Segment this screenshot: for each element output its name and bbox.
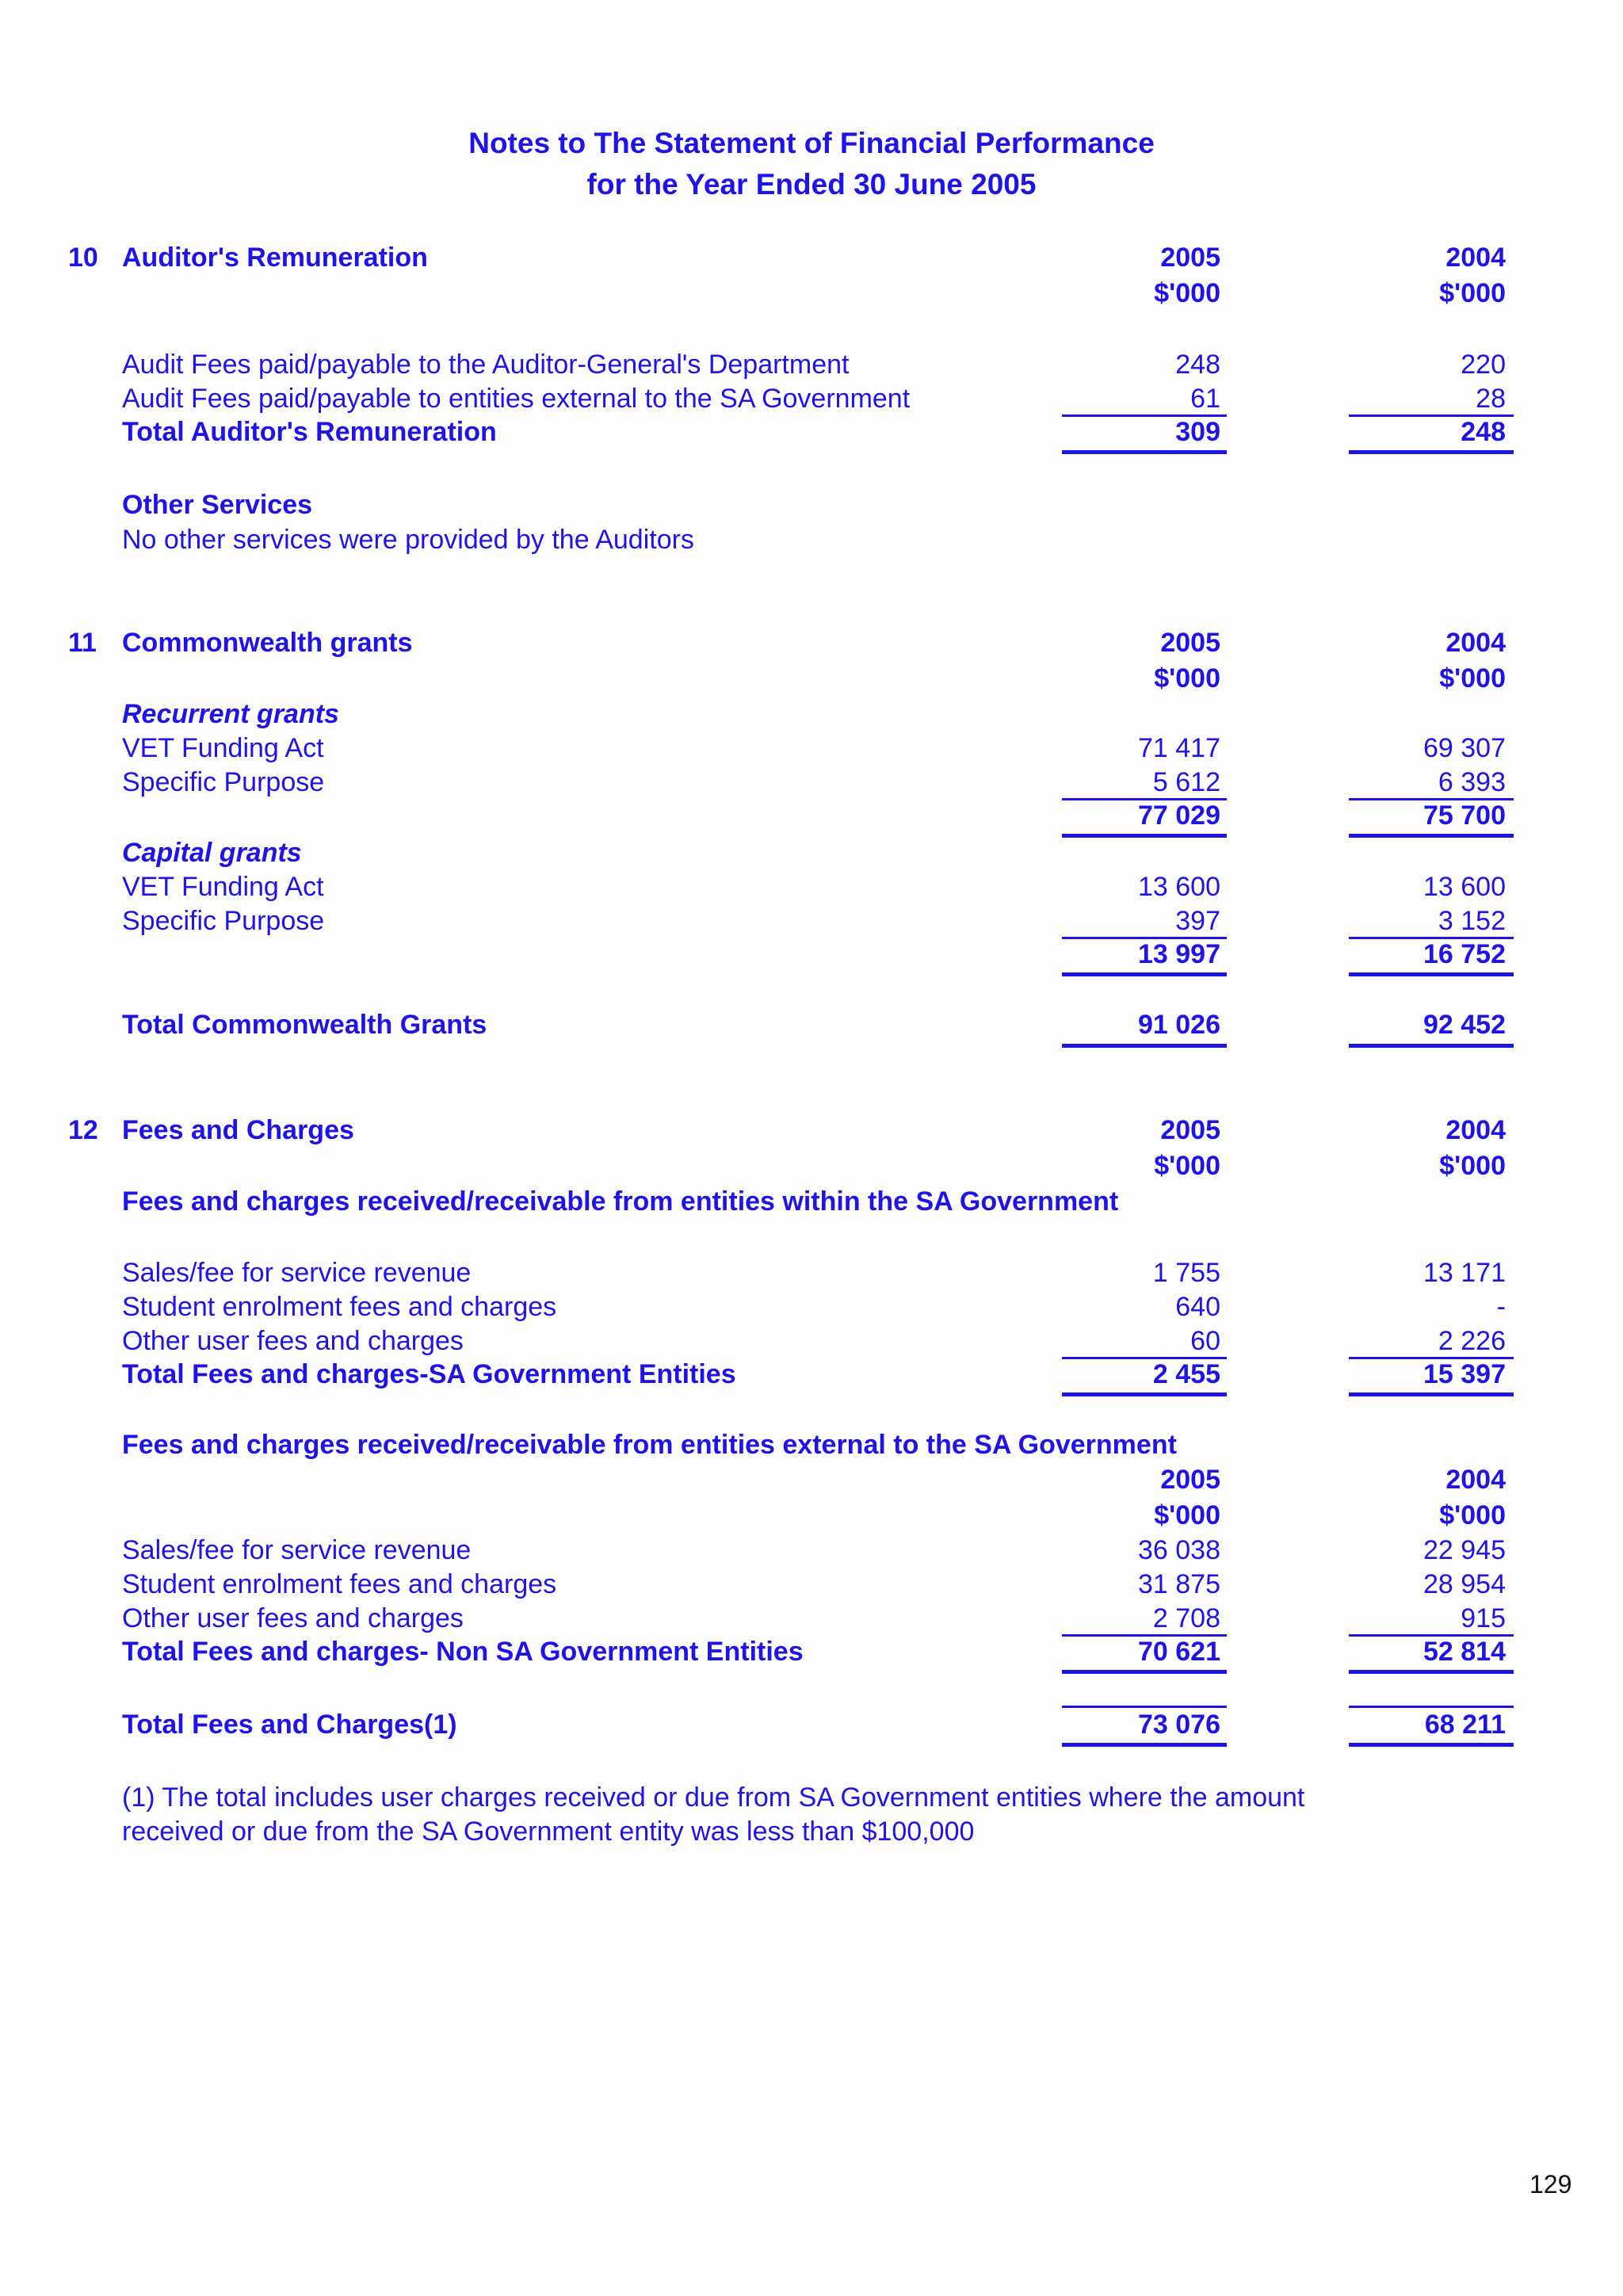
- row-value-2004: 915: [1461, 1603, 1506, 1633]
- row-label: Student enrolment fees and charges: [122, 1569, 557, 1599]
- row-value-2004: 28: [1476, 384, 1506, 414]
- rule: [1062, 1706, 1227, 1708]
- row-value-2004: 69 307: [1423, 733, 1506, 763]
- footnote-line-2: received or due from the SA Government entity was less than $100,000: [122, 1817, 975, 1847]
- total-rule: [1062, 1044, 1227, 1048]
- subtotal-rule: [1062, 834, 1227, 838]
- total-rule: [1349, 1670, 1514, 1674]
- row-value-2005: 31 875: [1138, 1569, 1220, 1599]
- footnote-line-1: (1) The total includes user charges received or due from SA Government entities where the amount: [122, 1782, 1305, 1813]
- within-sa-heading: Fees and charges received/receivable from entities within the SA Government: [122, 1186, 1119, 1217]
- total-value-2005: 2 455: [1152, 1359, 1220, 1389]
- row-value-2004: 13 600: [1423, 872, 1506, 902]
- subtotal-rule: [1062, 972, 1227, 976]
- col-unit-2004: $'000: [1439, 1500, 1506, 1530]
- total-value-2004: 248: [1461, 417, 1506, 447]
- subtotal-rule: [1349, 972, 1514, 976]
- col-header-2004: 2004: [1445, 243, 1506, 273]
- note-12-heading: Fees and Charges: [122, 1115, 354, 1145]
- total-rule: [1349, 1044, 1514, 1048]
- note-11-heading: Commonwealth grants: [122, 628, 413, 658]
- grand-total-value-2004: 68 211: [1424, 1710, 1506, 1740]
- grand-total-rule: [1349, 1743, 1514, 1747]
- col-header-2004: 2004: [1445, 628, 1506, 658]
- external-sa-heading: Fees and charges received/receivable from entities external to the SA Government: [122, 1430, 1177, 1460]
- col-header-2005: 2005: [1160, 1115, 1220, 1145]
- row-value-2004: 28 954: [1423, 1569, 1506, 1599]
- total-value-2004: 15 397: [1423, 1359, 1506, 1389]
- row-value-2005: 61: [1190, 384, 1220, 414]
- col-unit-2005: $'000: [1154, 1500, 1220, 1530]
- recurrent-grants-heading: Recurrent grants: [122, 699, 339, 729]
- row-value-2004: 13 171: [1423, 1258, 1506, 1288]
- row-value-2005: 248: [1175, 350, 1220, 380]
- col-unit-2004: $'000: [1439, 278, 1506, 308]
- row-value-2004: 3 152: [1438, 906, 1506, 936]
- col-unit-2005: $'000: [1154, 663, 1220, 693]
- rule: [1349, 1706, 1514, 1708]
- row-label: Other user fees and charges: [122, 1326, 464, 1356]
- row-value-2004: 2 226: [1438, 1326, 1506, 1356]
- row-label: Student enrolment fees and charges: [122, 1292, 557, 1322]
- total-value-2005: 309: [1175, 417, 1220, 447]
- col-header-2005: 2005: [1160, 1465, 1220, 1495]
- col-header-2004: 2004: [1445, 1115, 1506, 1145]
- col-unit-2004: $'000: [1439, 1151, 1506, 1181]
- total-value-2005: 70 621: [1138, 1637, 1220, 1667]
- row-label: Other user fees and charges: [122, 1603, 464, 1633]
- row-value-2005: 5 612: [1152, 767, 1220, 797]
- subtotal-rule: [1349, 834, 1514, 838]
- row-value-2005: 71 417: [1138, 733, 1220, 763]
- row-label: Audit Fees paid/payable to the Auditor-General's Department: [122, 350, 850, 380]
- subtotal-value-2004: 16 752: [1423, 939, 1506, 969]
- total-label: Total Fees and charges-SA Government Entities: [122, 1359, 736, 1389]
- subtotal-value-2004: 75 700: [1423, 800, 1506, 831]
- total-value-2005: 91 026: [1138, 1010, 1220, 1040]
- col-unit-2004: $'000: [1439, 663, 1506, 693]
- other-services-heading: Other Services: [122, 490, 313, 520]
- row-value-2005: 13 600: [1138, 872, 1220, 902]
- row-value-2004: 220: [1461, 350, 1506, 380]
- row-value-2005: 60: [1190, 1326, 1220, 1356]
- row-value-2004: 6 393: [1438, 767, 1506, 797]
- total-rule: [1349, 1392, 1514, 1396]
- col-unit-2005: $'000: [1154, 278, 1220, 308]
- note-10-heading: Auditor's Remuneration: [122, 243, 428, 273]
- row-label: Specific Purpose: [122, 767, 325, 797]
- total-value-2004: 92 452: [1423, 1010, 1506, 1040]
- row-label: Audit Fees paid/payable to entities external to the SA Government: [122, 384, 911, 414]
- row-label: Sales/fee for service revenue: [122, 1535, 472, 1565]
- subtotal-value-2005: 13 997: [1138, 939, 1220, 969]
- total-label: Total Auditor's Remuneration: [122, 417, 497, 447]
- row-value-2005: 640: [1175, 1292, 1220, 1322]
- note-10-number: 10: [68, 243, 98, 273]
- other-services-text: No other services were provided by the Auditors: [122, 525, 694, 555]
- row-value-2005: 2 708: [1152, 1603, 1220, 1633]
- grand-total-rule: [1062, 1743, 1227, 1747]
- note-11-number: 11: [68, 628, 97, 658]
- row-value-2005: 397: [1175, 906, 1220, 936]
- col-header-2004: 2004: [1445, 1465, 1506, 1495]
- page-number: 129: [1529, 2170, 1572, 2199]
- col-header-2005: 2005: [1160, 628, 1220, 658]
- row-value-2005: 1 755: [1152, 1258, 1220, 1288]
- row-label: VET Funding Act: [122, 872, 324, 902]
- row-label: Specific Purpose: [122, 906, 325, 936]
- total-rule: [1062, 1670, 1227, 1674]
- row-label: Sales/fee for service revenue: [122, 1258, 472, 1288]
- capital-grants-heading: Capital grants: [122, 838, 302, 868]
- page-title: Notes to The Statement of Financial Performance: [468, 127, 1155, 159]
- col-unit-2005: $'000: [1154, 1151, 1220, 1181]
- total-rule: [1349, 450, 1514, 454]
- total-value-2004: 52 814: [1423, 1637, 1506, 1667]
- grand-total-value-2005: 73 076: [1138, 1710, 1220, 1740]
- total-rule: [1062, 450, 1227, 454]
- total-label: Total Commonwealth Grants: [122, 1010, 487, 1040]
- total-rule: [1062, 1392, 1227, 1396]
- col-header-2005: 2005: [1160, 243, 1220, 273]
- grand-total-label: Total Fees and Charges(1): [122, 1710, 457, 1740]
- subtotal-value-2005: 77 029: [1138, 800, 1220, 831]
- total-label: Total Fees and charges- Non SA Government Entities: [122, 1637, 804, 1667]
- note-12-number: 12: [68, 1115, 98, 1145]
- row-value-2005: 36 038: [1138, 1535, 1220, 1565]
- row-value-2004: 22 945: [1423, 1535, 1506, 1565]
- row-value-2004: -: [1496, 1292, 1506, 1322]
- page-subtitle: for the Year Ended 30 June 2005: [586, 168, 1037, 201]
- row-label: VET Funding Act: [122, 733, 324, 763]
